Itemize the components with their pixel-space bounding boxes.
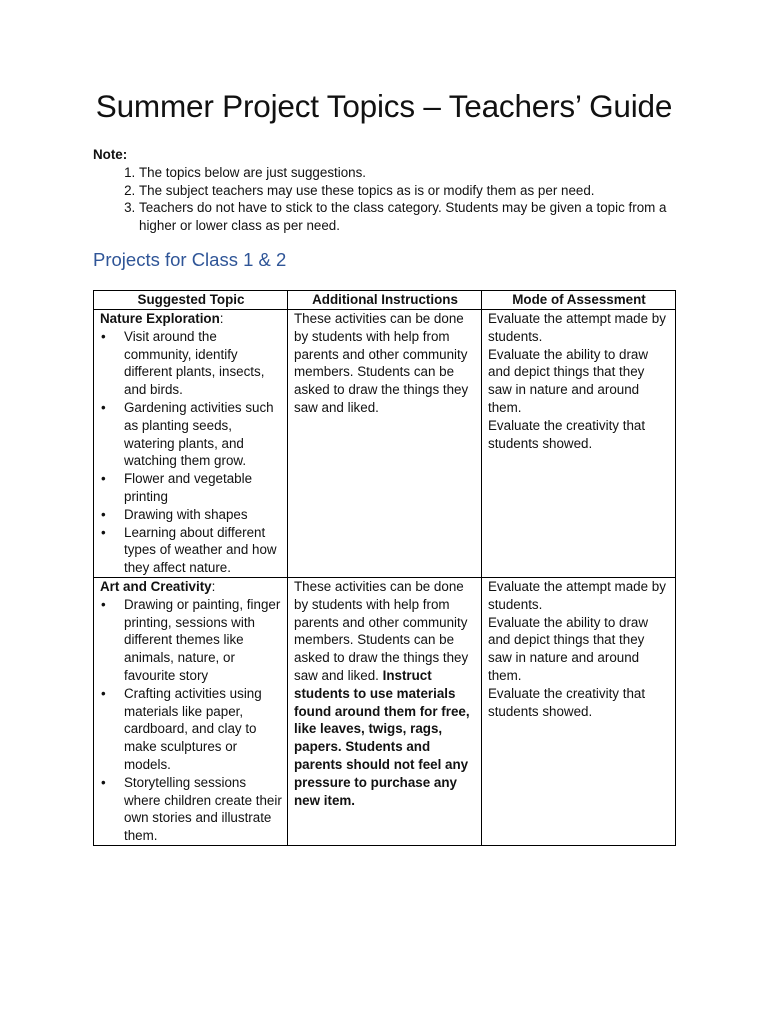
list-item <box>100 506 282 524</box>
assessment-cell <box>482 310 676 578</box>
list-item-text: Crafting activities using materials like paper, cardboard, and clay to make sculptures or models. <box>124 685 262 772</box>
assessment-line: Evaluate the ability to draw and depict things that they saw in nature and around them. <box>488 346 649 415</box>
list-item-text: Visit around the community, identify different plants, insects, and birds. <box>124 328 265 398</box>
column-header-topic: Suggested Topic <box>94 291 288 310</box>
assessment-line: Evaluate the ability to draw and depict things that they saw in nature and around them. <box>488 614 649 683</box>
topic-bullet-list <box>100 328 282 577</box>
table-row <box>94 577 676 845</box>
list-item <box>100 524 282 577</box>
assessment-cell <box>482 577 676 845</box>
topic-cell <box>94 577 288 845</box>
topic-heading: Nature Exploration <box>100 311 220 326</box>
bullet-icon: • <box>101 774 106 790</box>
projects-table <box>93 290 676 846</box>
instructions-bold-text: Instruct students to use materials found around them for free, like leaves, twigs, rags, papers. Students and parents should not feel any pressure to purchase any new item. <box>294 667 470 808</box>
bullet-icon: • <box>101 596 106 612</box>
list-item-text: Gardening activities such as planting seeds, watering plants, and watching them grow. <box>124 399 274 469</box>
assessment-line: Evaluate the attempt made by students. <box>488 578 666 612</box>
assessment-line: Evaluate the creativity that students showed. <box>488 685 646 719</box>
column-header-instructions: Additional Instructions <box>288 291 482 310</box>
assessment-line: Evaluate the creativity that students showed. <box>488 417 646 451</box>
page-title: Summer Project Topics – Teachers’ Guide <box>95 88 673 124</box>
bullet-icon: • <box>101 399 106 415</box>
list-item-text: Storytelling sessions where children create their own stories and illustrate them. <box>124 774 282 844</box>
topic-heading: Art and Creativity <box>100 578 212 594</box>
note-item: 1. The topics below are just suggestions. <box>139 164 673 182</box>
list-item <box>100 774 282 845</box>
bullet-icon: • <box>101 328 106 344</box>
note-item: 2. The subject teachers may use these topics as is or modify them as per need. <box>139 182 673 200</box>
bullet-icon: • <box>101 471 106 487</box>
list-item <box>100 470 282 506</box>
topic-bullet-list <box>100 596 282 845</box>
table-header-row <box>94 291 676 310</box>
assessment-line: Evaluate the attempt made by students. <box>488 311 666 344</box>
topic-colon: : <box>219 311 224 326</box>
list-item-text: Drawing with shapes <box>124 506 248 522</box>
list-item-text: Flower and vegetable printing <box>124 471 253 504</box>
instructions-cell <box>288 310 482 578</box>
list-item-text: Drawing or painting, finger printing, sessions with different themes like animals, nature, or favourite story <box>124 596 281 683</box>
topic-cell <box>94 310 288 578</box>
bullet-icon: • <box>101 685 106 701</box>
bullet-icon: • <box>101 506 106 522</box>
list-item <box>100 685 282 774</box>
note-section <box>93 146 673 235</box>
column-header-assessment: Mode of Assessment <box>482 291 676 310</box>
instructions-cell <box>288 577 482 845</box>
list-item <box>100 399 282 470</box>
list-item-text: Learning about different types of weather and how they affect nature. <box>124 524 277 576</box>
instructions-text: These activities can be done by students with help from parents and other community members. Students can be asked to draw the things they saw and liked. <box>294 311 469 415</box>
note-label: Note: <box>93 147 128 162</box>
list-item <box>100 328 282 399</box>
instructions-text: These activities can be done by students with help from parents and other community members. Students can be asked to draw the things they saw and liked. <box>294 578 469 683</box>
topic-colon: : <box>211 578 216 594</box>
note-list <box>93 164 673 235</box>
section-heading: Projects for Class 1 & 2 <box>93 249 287 270</box>
bullet-icon: • <box>101 524 106 540</box>
list-item <box>100 596 282 685</box>
table-row <box>94 310 676 578</box>
note-item: 3. Teachers do not have to stick to the class category. Students may be given a topic from a higher or lower class as per need. <box>139 199 673 235</box>
